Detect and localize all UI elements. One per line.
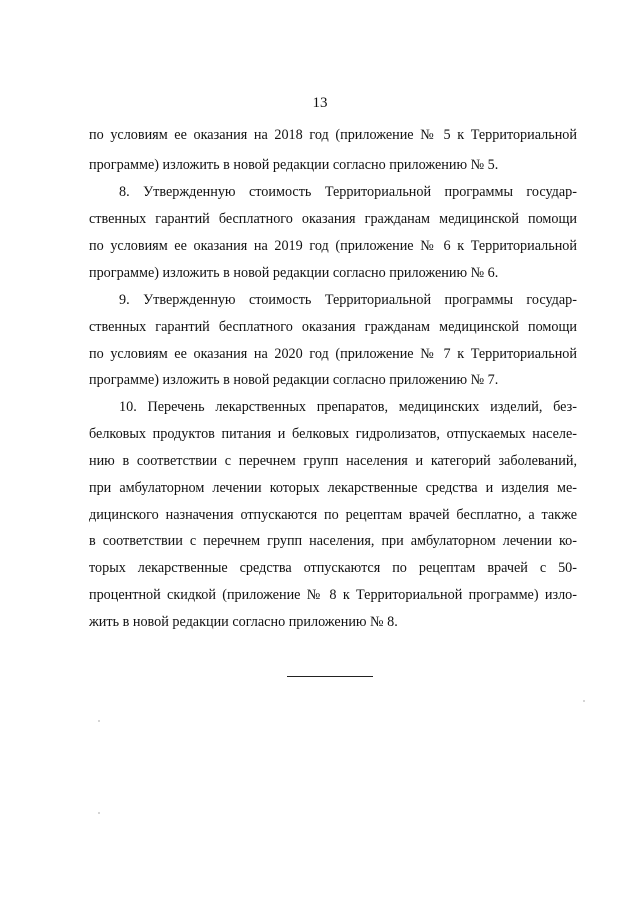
paragraph-9-first-line: 9. Утвержденную стоимость Территориальной программы государ- <box>119 292 577 308</box>
scan-speck <box>98 720 100 722</box>
text-line: программе) изложить в новой редакции согласно приложению № 5. <box>89 157 499 173</box>
paragraph-10-first-line: 10. Перечень лекарственных препаратов, медицинских изделий, без- <box>119 399 577 415</box>
text-line: по условиям ее оказания на 2020 год (приложение № 7 к Территориальной <box>89 346 577 362</box>
text-line: в соответствии с перечнем групп населения, при амбулаторном лечении ко- <box>89 533 577 549</box>
text-line: дицинского назначения отпускаются по рецептам врачей бесплатно, а также <box>89 507 577 523</box>
text-line: ственных гарантий бесплатного оказания гражданам медицинской помощи <box>89 319 577 335</box>
text-line: нию в соответствии с перечнем групп населения и категорий заболеваний, <box>89 453 577 469</box>
text-line: по условиям ее оказания на 2019 год (приложение № 6 к Территориальной <box>89 238 577 254</box>
text-line: по условиям ее оказания на 2018 год (приложение № 5 к Территориальной <box>89 127 577 143</box>
text-line: жить в новой редакции согласно приложению № 8. <box>89 614 398 630</box>
scan-speck <box>98 812 100 814</box>
text-line: программе) изложить в новой редакции согласно приложению № 7. <box>89 372 499 388</box>
text-line: процентной скидкой (приложение № 8 к Территориальной программе) изло- <box>89 587 577 603</box>
text-line: торых лекарственные средства отпускаются по рецептам врачей с 50- <box>89 560 577 576</box>
text-line: при амбулаторном лечении которых лекарственные средства и изделия ме- <box>89 480 577 496</box>
page-number: 13 <box>312 95 328 111</box>
text-line: белковых продуктов питания и белковых гидролизатов, отпускаемых населе- <box>89 426 577 442</box>
scan-speck <box>583 700 585 702</box>
text-line: ственных гарантий бесплатного оказания гражданам медицинской помощи <box>89 211 577 227</box>
end-of-document-rule <box>287 676 373 677</box>
text-line: программе) изложить в новой редакции согласно приложению № 6. <box>89 265 499 281</box>
paragraph-8-first-line: 8. Утвержденную стоимость Территориальной программы государ- <box>119 184 577 200</box>
